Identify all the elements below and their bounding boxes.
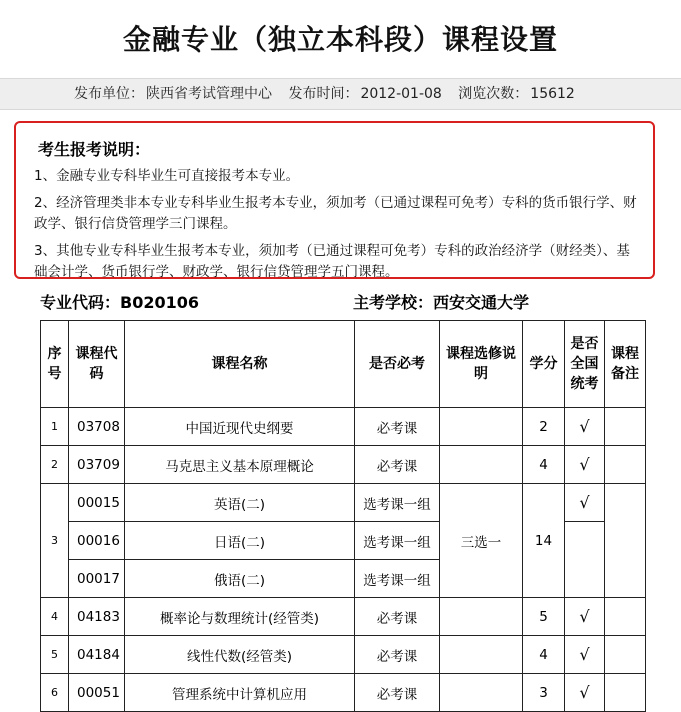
- cell-remark: [605, 408, 646, 446]
- table-row: [41, 446, 646, 484]
- cell-name: 英语(二): [125, 484, 355, 522]
- publisher-label: 发布单位：: [74, 86, 144, 102]
- publish-info-bar: [0, 78, 681, 110]
- cell-code: 00015: [69, 484, 125, 522]
- cell-required: 选考课一组: [355, 484, 440, 522]
- cell-credit: 3: [523, 674, 565, 712]
- exam-school-value: 西安交通大学: [433, 293, 530, 312]
- page-title: 金融专业（独立本科段）课程设置: [122, 23, 558, 56]
- cell-code: 04184: [69, 636, 125, 674]
- cell-credit: 5: [523, 598, 565, 636]
- cell-credit: 2: [523, 408, 565, 446]
- cell-required: 必考课: [355, 674, 440, 712]
- check-mark-icon: √: [565, 484, 605, 522]
- cell-name: 马克思主义基本原理概论: [125, 446, 355, 484]
- major-code: [40, 290, 199, 313]
- cell-required: 必考课: [355, 446, 440, 484]
- check-mark-icon: √: [565, 598, 605, 636]
- cell-required: 必考课: [355, 598, 440, 636]
- cell-seq: 4: [41, 598, 69, 636]
- header-remark: 课程备注: [605, 321, 646, 408]
- cell-required: 必考课: [355, 636, 440, 674]
- cell-code: 04183: [69, 598, 125, 636]
- cell-seq: 1: [41, 408, 69, 446]
- cell-elective: [440, 636, 523, 674]
- cell-credit: 4: [523, 636, 565, 674]
- table-row: [41, 484, 646, 522]
- cell-elective: [440, 408, 523, 446]
- header-national: 是否全国统考: [565, 321, 605, 408]
- notice-heading: 考生报考说明：: [38, 140, 151, 159]
- views-label: 浏览次数：: [458, 86, 529, 102]
- cell-remark: [605, 674, 646, 712]
- cell-code: 00016: [69, 522, 125, 560]
- cell-seq: 2: [41, 446, 69, 484]
- notice-item: 2、经济管理类非本专业专科毕业生报考本专业，须加考（已通过课程可免考）专科的货币银行学、财政学、银行信贷管理学三门课程。: [34, 195, 637, 232]
- table-row: [41, 598, 646, 636]
- major-info-row: [40, 290, 640, 314]
- table-row: [41, 674, 646, 712]
- header-elective: 课程选修说明: [440, 321, 523, 408]
- cell-required: 选考课一组: [355, 522, 440, 560]
- cell-remark: [605, 484, 646, 598]
- exam-school: [353, 290, 529, 313]
- publisher-value: 陕西省考试管理中心: [146, 86, 272, 102]
- cell-code: 00051: [69, 674, 125, 712]
- header-credit: 学分: [523, 321, 565, 408]
- cell-elective: [440, 598, 523, 636]
- check-mark-icon: √: [565, 674, 605, 712]
- cell-name: 概率论与数理统计(经管类): [125, 598, 355, 636]
- check-mark-icon: √: [565, 636, 605, 674]
- cell-remark: [605, 636, 646, 674]
- cell-elective: 三选一: [440, 484, 523, 598]
- header-name: 课程名称: [125, 321, 355, 408]
- check-mark-icon: √: [565, 408, 605, 446]
- views-value: 15612: [530, 86, 575, 102]
- cell-name: 线性代数(经管类): [125, 636, 355, 674]
- cell-seq: 5: [41, 636, 69, 674]
- major-code-label: 专业代码：: [40, 293, 121, 312]
- cell-remark: [605, 598, 646, 636]
- major-code-value: B020106: [120, 293, 200, 312]
- cell-elective: [440, 674, 523, 712]
- cell-seq: 6: [41, 674, 69, 712]
- exam-notice-box: [14, 121, 655, 279]
- exam-school-label: 主考学校：: [353, 293, 434, 312]
- cell-name: 俄语(二): [125, 560, 355, 598]
- cell-seq: 3: [41, 484, 69, 598]
- table-header-row: [41, 321, 646, 408]
- publish-time-value: 2012-01-08: [360, 86, 442, 102]
- cell-code: 03709: [69, 446, 125, 484]
- header-code: 课程代码: [69, 321, 125, 408]
- cell-remark: [605, 446, 646, 484]
- table-row: [41, 408, 646, 446]
- cell-credit: 4: [523, 446, 565, 484]
- publish-time-label: 发布时间：: [288, 86, 359, 102]
- cell-name: 管理系统中计算机应用: [125, 674, 355, 712]
- notice-item: 3、其他专业专科毕业生报考本专业，须加考（已通过课程可免考）专科的政治经济学（财经类）、基础会计学、货币银行学、财政学、银行信贷管理学五门课程。: [34, 243, 630, 280]
- cell-national: [565, 522, 605, 598]
- cell-required: 选考课一组: [355, 560, 440, 598]
- header-seq: 序号: [41, 321, 69, 408]
- notice-item: 1、金融专业专科毕业生可直接报考本专业。: [34, 168, 300, 184]
- cell-code: 00017: [69, 560, 125, 598]
- check-mark-icon: √: [565, 446, 605, 484]
- cell-name: 中国近现代史纲要: [125, 408, 355, 446]
- table-row: [41, 636, 646, 674]
- course-table: [40, 320, 646, 712]
- cell-code: 03708: [69, 408, 125, 446]
- header-required: 是否必考: [355, 321, 440, 408]
- cell-credit: 14: [523, 484, 565, 598]
- cell-required: 必考课: [355, 408, 440, 446]
- cell-name: 日语(二): [125, 522, 355, 560]
- cell-elective: [440, 446, 523, 484]
